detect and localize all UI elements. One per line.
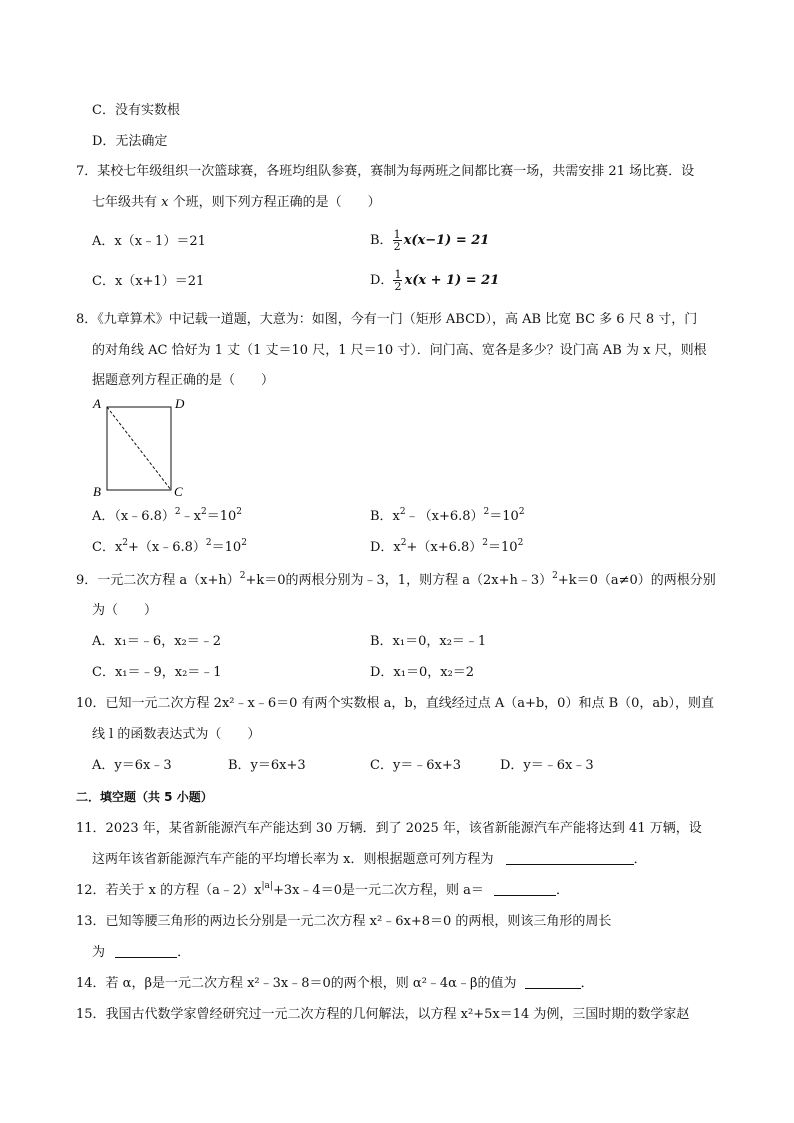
figure-label-d: D [175, 396, 185, 411]
figure-label-a: A [93, 396, 101, 411]
q9-option-b: B．x₁＝0，x₂＝﹣1 [370, 634, 487, 649]
q8-rectangle-figure [88, 395, 198, 503]
q8-option-a: A．$(x﹣6.8)^2﹣x^2=10^2$ [92, 507, 242, 524]
q12-answer-blank[interactable] [494, 882, 556, 896]
q9-stem-line2: 为（ ） [92, 603, 158, 618]
q7-stem-line1: 7．某校七年级组织一次篮球赛，各班均组队参赛，赛制为每两班之间都比赛一场，共需安排 21 场比赛．设 [76, 164, 695, 179]
q10-stem-line2: 线 l 的函数表达式为（ ） [92, 727, 261, 742]
q10-option-d: D．y＝﹣6x﹣3 [500, 758, 594, 773]
q8-stem-line2: 的对角线 AC 恰好为 1 丈（1 丈＝10 尺，1 尺＝10 寸）．问门高、宽各是多少？设门高 AB 为 x 尺，则根 [92, 343, 707, 358]
q8-stem-line3: 据题意列方程正确的是（ ） [92, 373, 275, 388]
figure-label-c: C [174, 484, 183, 499]
q9-option-c: C．x₁＝﹣9，x₂＝﹣1 [92, 665, 222, 680]
q8-stem-line1: 8．《九章算术》中记载一道题，大意为：如图，今有一门（矩形 ABCD），高 AB 比宽 BC 多 6 尺 8 寸，门 [76, 312, 698, 327]
q9-option-d: D．x₁＝0，x₂＝2 [370, 665, 475, 680]
q14-answer-blank[interactable] [525, 975, 581, 989]
q7-option-b: B． $\frac{1}{2}$ x(x−1) = 21 [370, 228, 490, 253]
q6-option-c: C．没有实数根 [92, 103, 180, 118]
q8-option-c: C．$x^2+(x﹣6.8)^2=10^2$ [92, 538, 247, 555]
q10-stem-line1: 10．已知一元二次方程 2x²﹣x﹣6＝0 有两个实数根 a，b，直线经过点 A（a+b，0）和点 B（0，ab），则直 [76, 696, 714, 711]
q13-stem-line1: 13．已知等腰三角形的两边长分别是一元二次方程 x²﹣6x+8＝0 的两根，则该三角形的周长 [76, 914, 612, 929]
figure-label-b: B [93, 484, 101, 499]
q11-stem-line1: 11．2023 年，某省新能源汽车产能达到 30 万辆．到了 2025 年，该省新能源汽车产能将达到 41 万辆，设 [76, 821, 702, 836]
q7-option-c: C．x（x+1）＝21 [92, 274, 205, 289]
q8-option-b: B．$x^2﹣(x+6.8)^2=10^2$ [370, 507, 525, 524]
q8-option-d: D．$x^2+(x+6.8)^2=10^2$ [370, 538, 524, 555]
q11-answer-blank[interactable] [506, 851, 634, 865]
q14-stem: 14．若 α，β是一元二次方程 x²﹣3x﹣8＝0的两个根，则 α²﹣4α﹣β的值为 ． [76, 976, 594, 991]
q11-stem-line2: 这两年该省新能源汽车产能的平均增长率为 x．则根据题意可列方程为 ． [92, 852, 647, 867]
q7-stem-line2: 七年级共有 x 个班，则下列方程正确的是（ ） [92, 195, 381, 210]
q12-stem: 12．若关于 x 的方程$(a﹣2)x^{|a|}+3x﹣4=0$是一元二次方程，则 a＝ ． [76, 881, 570, 898]
section-heading-fill-in: 二．填空题（共 5 小题） [76, 790, 213, 804]
q10-option-c: C．y＝﹣6x+3 [370, 758, 462, 773]
q7-option-d: D． $\frac{1}{2}$ x(x + 1) = 21 [370, 268, 500, 293]
q10-option-a: A．y＝6x﹣3 [92, 758, 172, 773]
q6-option-d: D．无法确定 [92, 134, 168, 149]
q9-stem-line1: 9．一元二次方程 $a(x+h)^2+k=0$的两根分别为﹣3，1，则方程 a（2x+h﹣3）$^2$+k＝0（a≠0）的两根分别 [76, 571, 716, 588]
q10-option-b: B．y＝6x+3 [228, 758, 306, 773]
q7-option-a: A．x（x﹣1）＝21 [92, 234, 206, 249]
q15-stem-line1: 15．我国古代数学家曾经研究过一元二次方程的几何解法，以方程 x²+5x＝14 为例，三国时期的数学家赵 [76, 1007, 690, 1022]
q13-answer-blank[interactable] [115, 944, 177, 958]
q13-stem-line2: 为 ． [92, 945, 191, 960]
q9-option-a: A．x₁＝﹣6，x₂＝﹣2 [92, 634, 222, 649]
